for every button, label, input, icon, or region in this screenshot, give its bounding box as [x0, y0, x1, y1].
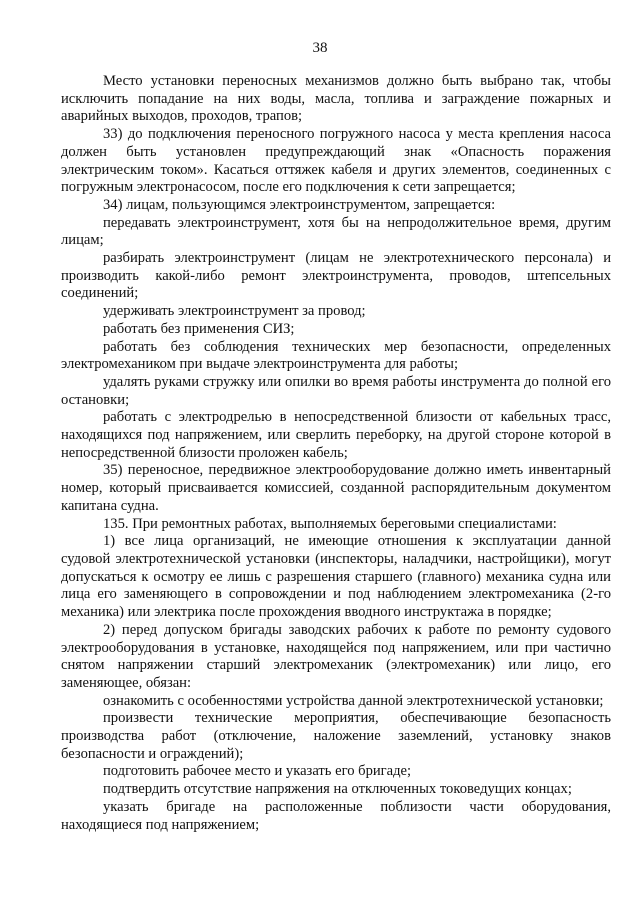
paragraph: удерживать электроинструмент за провод;	[103, 303, 366, 320]
paragraph: 34) лицам, пользующимся электроинструментом, запрещается:	[103, 196, 496, 213]
paragraph: 1) все лица организаций, не имеющие отношения к эксплуатации данной судовой электротехнической установки (инспекторы, наладчики, настройщики), могут допускаться к осмотру ее лишь с разрешения старшего (главного) механика судна или лица его заменяющего в сопровождении и под наблюдением электромеханика (2-го механика) или электрика после прохождения вводного инструктажа в порядке;	[61, 533, 611, 621]
paragraph: подтвердить отсутствие напряжения на отключенных токоведущих концах;	[103, 781, 572, 798]
paragraph: указать бригаде на расположенные поблизости части оборудования, находящиеся под напряжением;	[61, 798, 611, 833]
paragraph: работать с электродрелью в непосредственной близости от кабельных трасс, находящихся под напряжением, или сверлить переборку, на другой стороне которой в непосредственной близости проложен кабель;	[61, 409, 611, 461]
paragraph: работать без соблюдения технических мер безопасности, определенных электромехаником при выдаче электроинструмента для работы;	[61, 338, 611, 373]
paragraph: Место установки переносных механизмов должно быть выбрано так, чтобы исключить попадание на них воды, масла, топлива и заграждение пожарных и аварийных выходов, проходов, трапов;	[61, 73, 611, 125]
paragraph: 135. При ремонтных работах, выполняемых береговыми специалистами:	[103, 515, 557, 532]
paragraph: удалять руками стружку или опилки во время работы инструмента до полной его остановки;	[61, 373, 611, 408]
paragraph: произвести технические мероприятия, обеспечивающие безопасность производства работ (отключение, наложение заземлений, установку знаков безопасности и ограждений);	[61, 710, 611, 762]
paragraph: работать без применения СИЗ;	[103, 320, 295, 337]
paragraph: 2) перед допуском бригады заводских рабочих к работе по ремонту судового электрооборудования в установке, находящейся под напряжением, или при частично снятом напряжении старший электромеханик (электромеханик) или лицо, его заменяющее, обязан:	[61, 621, 611, 691]
paragraph: ознакомить с особенностями устройства данной электротехнической установки;	[103, 692, 604, 709]
body-text	[61, 73, 611, 834]
paragraph: передавать электроинструмент, хотя бы на непродолжительное время, другим лицам;	[61, 214, 611, 249]
paragraph: 33) до подключения переносного погружного насоса у места крепления насоса должен быть установлен предупреждающий знак «Опасность поражения электрическим током». Касаться оттяжек кабеля и других элементов, соединенных с погружным электронасосом, после его подключения к сети запрещается;	[61, 126, 611, 196]
paragraph: разбирать электроинструмент (лицам не электротехнического персонала) и производить какой-либо ремонт электроинструмента, проводов, штепсельных соединений;	[61, 250, 611, 302]
paragraph: подготовить рабочее место и указать его бригаде;	[103, 763, 412, 780]
paragraph: 35) переносное, передвижное электрооборудование должно иметь инвентарный номер, который присваивается комиссией, созданной распорядительным документом капитана судна.	[61, 462, 611, 514]
page-number: 38	[312, 40, 328, 56]
